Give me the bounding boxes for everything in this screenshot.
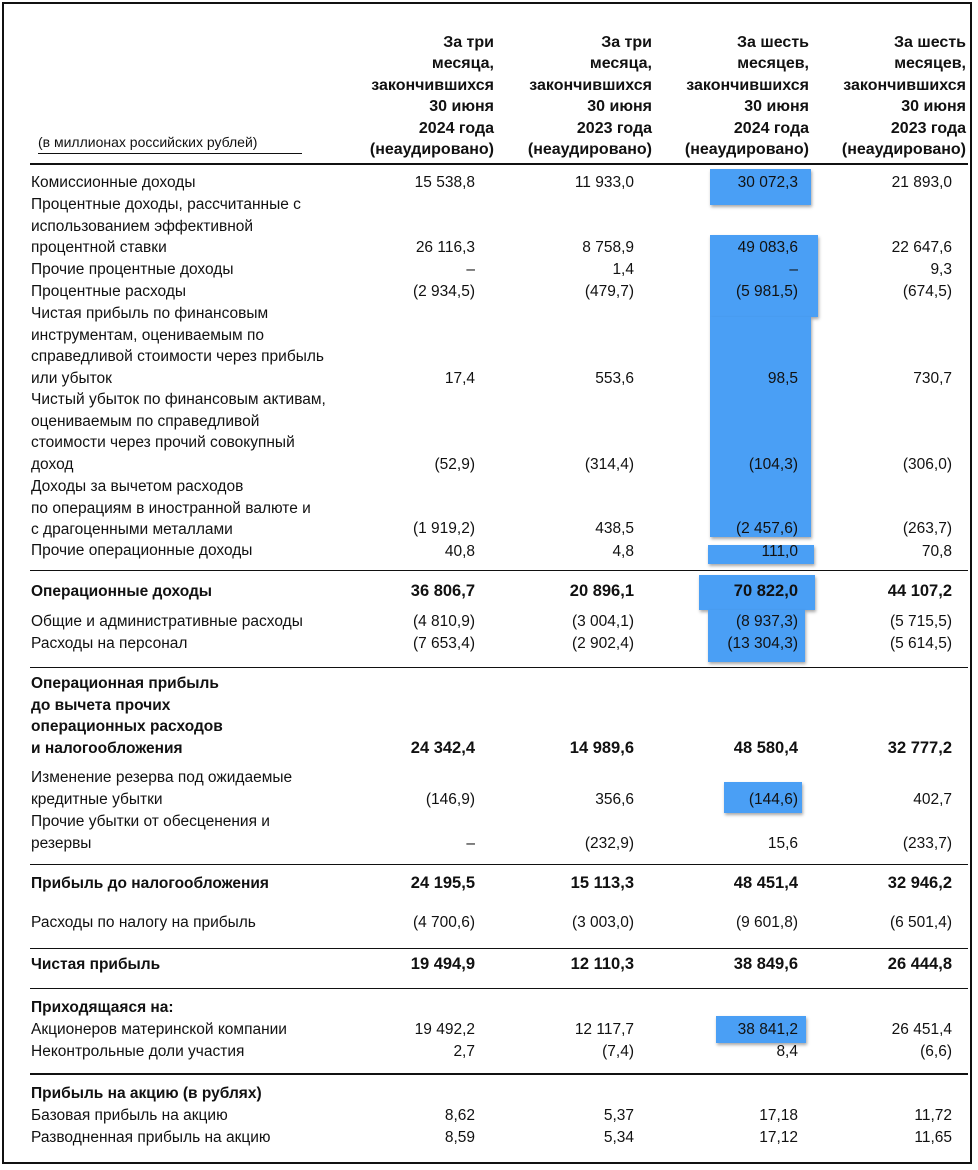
cell: 14 989,6 xyxy=(569,739,634,757)
cell: (2 902,4) xyxy=(571,635,634,652)
cell: 402,7 xyxy=(913,791,952,808)
cell: 17,4 xyxy=(444,370,475,387)
column-header: За три месяца, закончившихся 30 июня 2023 года (неаудировано) xyxy=(527,34,652,159)
cell: 24 195,5 xyxy=(410,874,475,892)
cell: 730,7 xyxy=(913,370,952,387)
cell: 26 444,8 xyxy=(887,955,952,973)
row-label: Операционные доходы xyxy=(31,583,213,600)
unit-note: (в миллионах российских рублей) xyxy=(38,134,258,150)
cell: (6,6) xyxy=(920,1043,952,1060)
cell: 70,8 xyxy=(921,543,952,560)
cell: (7,4) xyxy=(602,1043,634,1060)
cell: 19 494,9 xyxy=(410,955,475,973)
cell: 30 072,3 xyxy=(737,174,798,191)
cell: (4 810,9) xyxy=(412,613,475,630)
cell: 8,62 xyxy=(444,1107,475,1124)
cell: 32 777,2 xyxy=(887,739,952,757)
cell: (479,7) xyxy=(584,283,634,300)
column-header: За шесть месяцев, закончившихся 30 июня 2023 года (неаудировано) xyxy=(841,34,966,159)
cell: 21 893,0 xyxy=(891,174,952,191)
cell: 111,0 xyxy=(761,543,798,560)
cell: 9,3 xyxy=(930,261,952,278)
cell: (52,9) xyxy=(434,456,475,473)
section-rule xyxy=(30,1073,968,1075)
cell: (1 919,2) xyxy=(412,520,475,537)
cell: 17,18 xyxy=(759,1107,798,1124)
cell: (3 004,1) xyxy=(571,613,634,630)
cell: (144,6) xyxy=(748,791,798,808)
section-heading: Приходящаяся на: xyxy=(31,999,174,1016)
cell: 8 758,9 xyxy=(582,239,634,256)
cell: 5,37 xyxy=(603,1107,634,1124)
cell: 11,72 xyxy=(914,1107,952,1124)
row-label: Прибыль до налогообложения xyxy=(31,875,269,892)
cell: (5 614,5) xyxy=(889,635,952,652)
cell: 49 083,6 xyxy=(737,239,798,256)
cell: 8,4 xyxy=(776,1043,798,1060)
cell: (4 700,6) xyxy=(412,914,475,931)
cell: 22 647,6 xyxy=(891,239,952,256)
section-heading: Прибыль на акцию (в рублях) xyxy=(31,1085,262,1102)
row-label: Общие и административные расходы xyxy=(31,613,303,630)
cell: 26 451,4 xyxy=(891,1021,952,1038)
cell: 70 822,0 xyxy=(733,582,798,600)
header-rule xyxy=(30,163,968,165)
section-rule xyxy=(30,948,968,949)
cell: (306,0) xyxy=(902,456,952,473)
row-label: Акционеров материнской компании xyxy=(31,1021,287,1038)
cell: (146,9) xyxy=(425,791,475,808)
section-rule xyxy=(30,864,968,865)
row-label: Доходы за вычетом расходов по операциям в иностранной валюте и с драгоценными металлами xyxy=(31,478,311,538)
row-label: Расходы по налогу на прибыль xyxy=(31,914,256,931)
cell: (5 715,5) xyxy=(889,613,952,630)
cell: (2 457,6) xyxy=(735,520,798,537)
row-label: Процентные расходы xyxy=(31,283,187,300)
cell: (674,5) xyxy=(902,283,952,300)
row-label: Чистая прибыль по финансовым инструментам, оцениваемым по справедливой стоимости через прибыль или убыток xyxy=(31,305,324,387)
cell: (9 601,8) xyxy=(735,914,798,931)
row-label: Прочие процентные доходы xyxy=(31,261,234,278)
row-label: Прочие убытки от обесценения и резервы xyxy=(31,813,270,852)
cell: 26 116,3 xyxy=(415,239,475,256)
highlight-box xyxy=(710,317,811,537)
cell: 5,34 xyxy=(603,1129,634,1146)
cell: 19 492,2 xyxy=(414,1021,475,1038)
row-label: Расходы на персонал xyxy=(31,635,188,652)
cell: 17,12 xyxy=(759,1129,798,1146)
cell: – xyxy=(466,261,475,278)
cell: 48 451,4 xyxy=(733,874,798,892)
row-label: Операционная прибыль до вычета прочих операционных расходов и налогообложения xyxy=(31,675,223,757)
row-label: Чистый убыток по финансовым активам, оцениваемым по справедливой стоимости через прочий совокупный доход xyxy=(31,391,326,473)
section-rule xyxy=(30,570,968,571)
row-label: Разводненная прибыль на акцию xyxy=(31,1129,271,1146)
cell: 32 946,2 xyxy=(887,874,952,892)
cell: 36 806,7 xyxy=(410,582,475,600)
cell: (2 934,5) xyxy=(412,283,475,300)
cell: 356,6 xyxy=(595,791,634,808)
cell: (13 304,3) xyxy=(727,635,798,652)
column-header: За три месяца, закончившихся 30 июня 2024 года (неаудировано) xyxy=(369,34,494,159)
cell: 40,8 xyxy=(444,543,475,560)
row-label: Чистая прибыль xyxy=(31,956,161,973)
cell: (8 937,3) xyxy=(735,613,798,630)
section-rule xyxy=(30,988,968,989)
cell: (7 653,4) xyxy=(412,635,475,652)
unit-note-underline xyxy=(38,153,302,154)
cell: 12 110,3 xyxy=(570,955,634,973)
cell: 11 933,0 xyxy=(574,174,634,191)
cell: (5 981,5) xyxy=(735,283,798,300)
cell: 553,6 xyxy=(595,370,634,387)
cell: 11,65 xyxy=(914,1129,952,1146)
cell: – xyxy=(789,261,798,278)
section-rule xyxy=(30,667,968,668)
row-label: Процентные доходы, рассчитанные с использованием эффективной процентной ставки xyxy=(31,196,301,256)
column-header: За шесть месяцев, закончившихся 30 июня 2024 года (неаудировано) xyxy=(684,34,809,159)
cell: 48 580,4 xyxy=(733,739,798,757)
cell: 24 342,4 xyxy=(410,739,475,757)
cell: 12 117,7 xyxy=(574,1021,634,1038)
cell: (6 501,4) xyxy=(889,914,952,931)
cell: (263,7) xyxy=(902,520,952,537)
cell: 20 896,1 xyxy=(569,582,634,600)
cell: 44 107,2 xyxy=(887,582,952,600)
cell: 38 849,6 xyxy=(733,955,798,973)
row-label: Неконтрольные доли участия xyxy=(31,1043,245,1060)
cell: (233,7) xyxy=(902,835,952,852)
cell: 15 113,3 xyxy=(570,874,634,892)
row-label: Прочие операционные доходы xyxy=(31,542,253,559)
cell: – xyxy=(466,835,475,852)
cell: 15,6 xyxy=(767,835,798,852)
cell: 438,5 xyxy=(595,520,634,537)
cell: (232,9) xyxy=(584,835,634,852)
cell: 8,59 xyxy=(444,1129,475,1146)
row-label: Базовая прибыль на акцию xyxy=(31,1107,228,1124)
cell: 2,7 xyxy=(453,1043,475,1060)
cell: 4,8 xyxy=(612,543,634,560)
cell: 1,4 xyxy=(612,261,634,278)
row-label: Изменение резерва под ожидаемые кредитные убытки xyxy=(31,769,293,808)
cell: (314,4) xyxy=(584,456,634,473)
cell: (104,3) xyxy=(748,456,798,473)
row-label: Комиссионные доходы xyxy=(31,174,196,191)
cell: 15 538,8 xyxy=(414,174,475,191)
cell: 98,5 xyxy=(767,370,798,387)
cell: 38 841,2 xyxy=(737,1021,798,1038)
cell: (3 003,0) xyxy=(571,914,634,931)
